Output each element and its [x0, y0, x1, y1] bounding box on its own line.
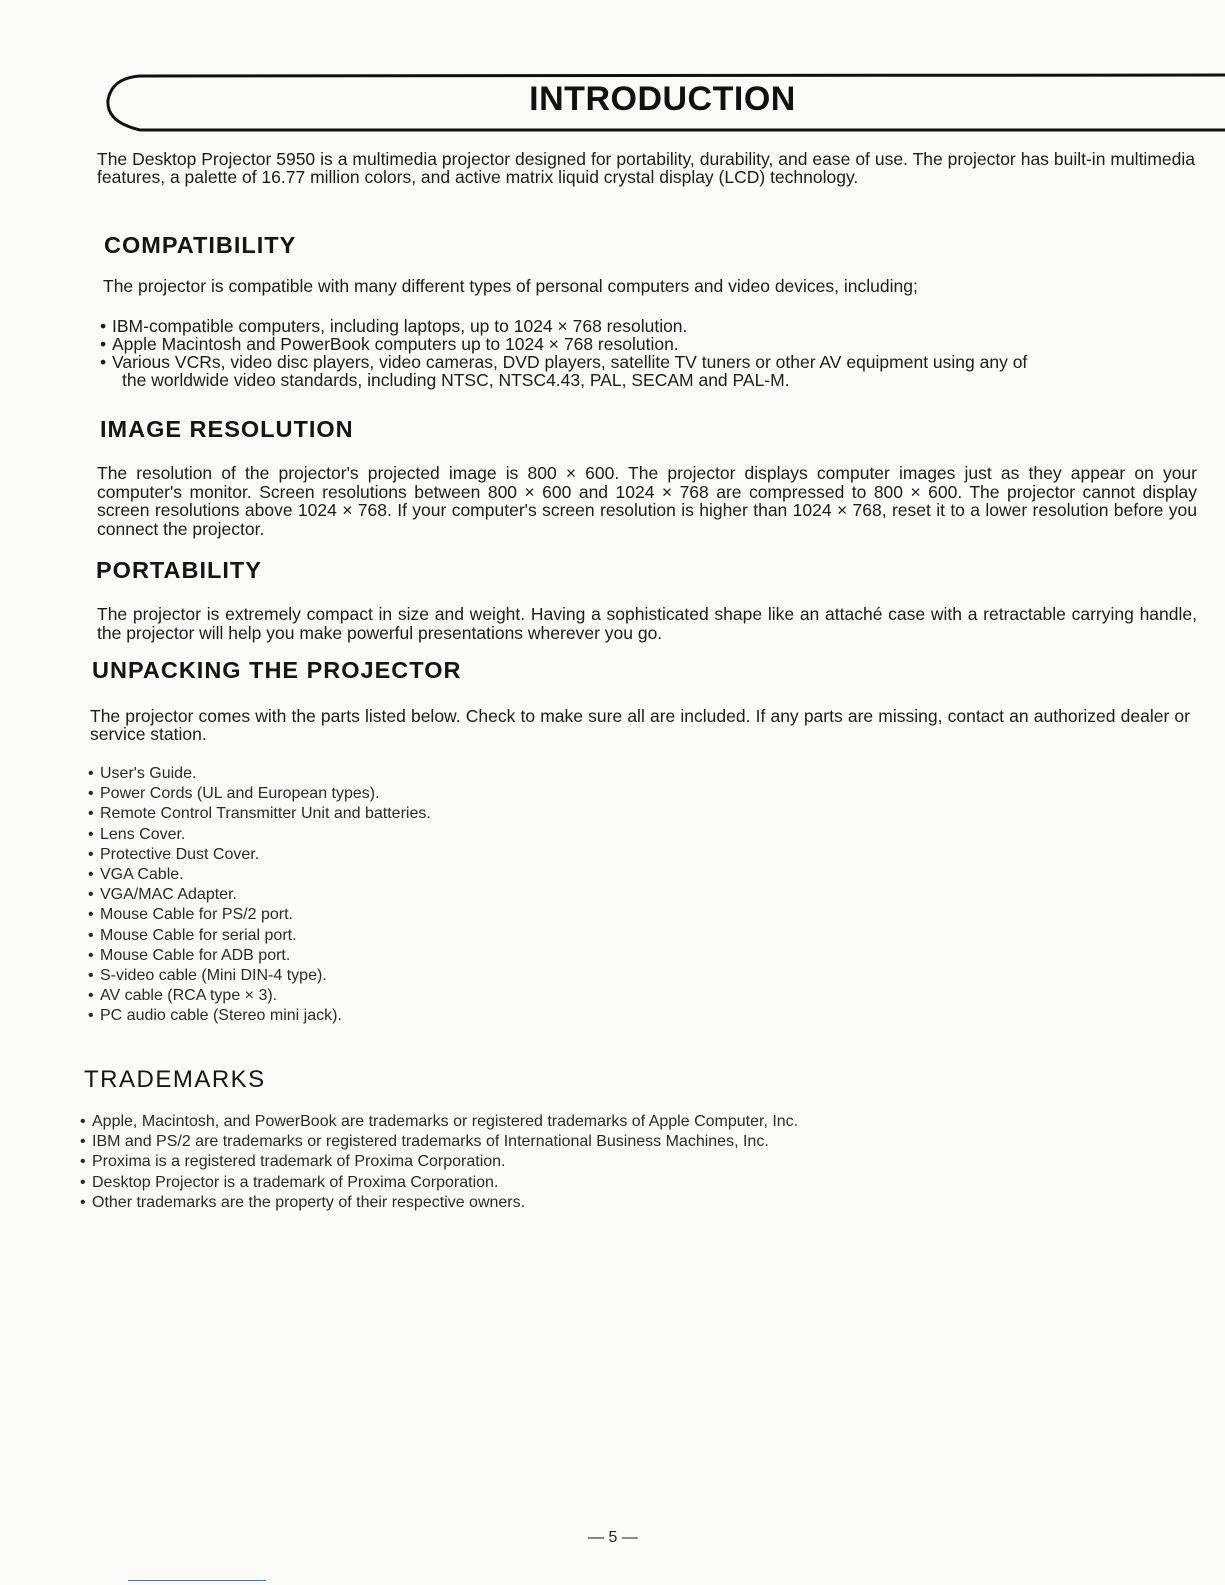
compatibility-heading: COMPATIBILITY — [104, 232, 297, 258]
footer-line — [128, 1580, 266, 1581]
compatibility-list — [100, 317, 1027, 389]
list-item: • Mouse Cable for PS/2 port. — [88, 906, 293, 924]
trademarks-heading: TRADEMARKS — [84, 1066, 266, 1093]
portability-heading: PORTABILITY — [96, 557, 262, 583]
compatibility-lead: The projector is compatible with many different types of personal computers and video devices, including; — [103, 276, 918, 296]
list-item: • Desktop Projector is a trademark of Proxima Corporation. — [80, 1173, 499, 1191]
list-item: • User's Guide. — [88, 765, 197, 782]
list-item: • IBM and PS/2 are trademarks or registered trademarks of International Business Machines, Inc. — [80, 1133, 769, 1151]
list-item: • VGA Cable. — [88, 866, 184, 884]
list-item: • Mouse Cable for serial port. — [88, 926, 297, 944]
unpacking-heading: UNPACKING THE PROJECTOR — [92, 657, 462, 683]
list-item: • Lens Cover. — [88, 825, 186, 843]
list-item: • IBM-compatible computers, including laptops, up to 1024 × 768 resolution. — [100, 316, 688, 336]
list-item: • Power Cords (UL and European types). — [88, 785, 380, 803]
page-title: INTRODUCTION — [529, 80, 796, 118]
unpacking-body: The projector comes with the parts listed below. Check to make sure all are included. If any parts are missing, contact an authorized dealer or service station. — [90, 706, 1190, 744]
page-number: — 5 — — [588, 1529, 638, 1546]
list-item: • Remote Control Transmitter Unit and batteries. — [88, 805, 431, 823]
list-item: • Mouse Cable for ADB port. — [88, 946, 291, 964]
trademarks-list — [80, 1112, 798, 1213]
list-item: • Other trademarks are the property of their respective owners. — [80, 1193, 526, 1211]
list-item: • AV cable (RCA type × 3). — [88, 987, 278, 1005]
list-item: • PC audio cable (Stereo mini jack). — [88, 1007, 342, 1025]
list-item: • Various VCRs, video disc players, video cameras, DVD players, satellite TV tuners or other AV equipment using any of — [100, 352, 1028, 372]
intro-paragraph: The Desktop Projector 5950 is a multimedia projector designed for portability, durability, and ease of use. The projector has built-in multimedia features, a palette of 16.77 million colors, and active matrix liquid crystal display (LCD) technology. — [97, 149, 1195, 187]
list-item-continuation: the worldwide video standards, including NTSC, NTSC4.43, PAL, SECAM and PAL-M. — [122, 370, 790, 390]
list-item: • Apple, Macintosh, and PowerBook are trademarks or registered trademarks of Apple Computer, Inc. — [80, 1113, 799, 1130]
title-banner — [100, 72, 1225, 132]
parts-list — [88, 764, 431, 1027]
list-item: • VGA/MAC Adapter. — [88, 886, 237, 904]
image-resolution-heading: IMAGE RESOLUTION — [100, 416, 354, 442]
list-item: • Apple Macintosh and PowerBook computers up to 1024 × 768 resolution. — [100, 334, 679, 354]
list-item: • S-video cable (Mini DIN-4 type). — [88, 967, 327, 985]
image-resolution-body: The resolution of the projector's projected image is 800 × 600. The projector displays computer images just as they appear on your computer's monitor. Screen resolutions between 800 × 600 and 1024 × 768 are compressed to 800 × 600. The projector cannot display screen resolutions above 1024 × 768. If your computer's screen resolution is higher than 1024 × 768, reset it to a lower resolution before you connect the projector. — [97, 463, 1197, 539]
list-item: • Protective Dust Cover. — [88, 845, 260, 863]
portability-body: The projector is extremely compact in size and weight. Having a sophisticated shape like an attaché case with a retractable carrying handle, the projector will help you make powerful presentations wherever you go. — [97, 604, 1197, 643]
list-item: • Proxima is a registered trademark of Proxima Corporation. — [80, 1153, 506, 1171]
